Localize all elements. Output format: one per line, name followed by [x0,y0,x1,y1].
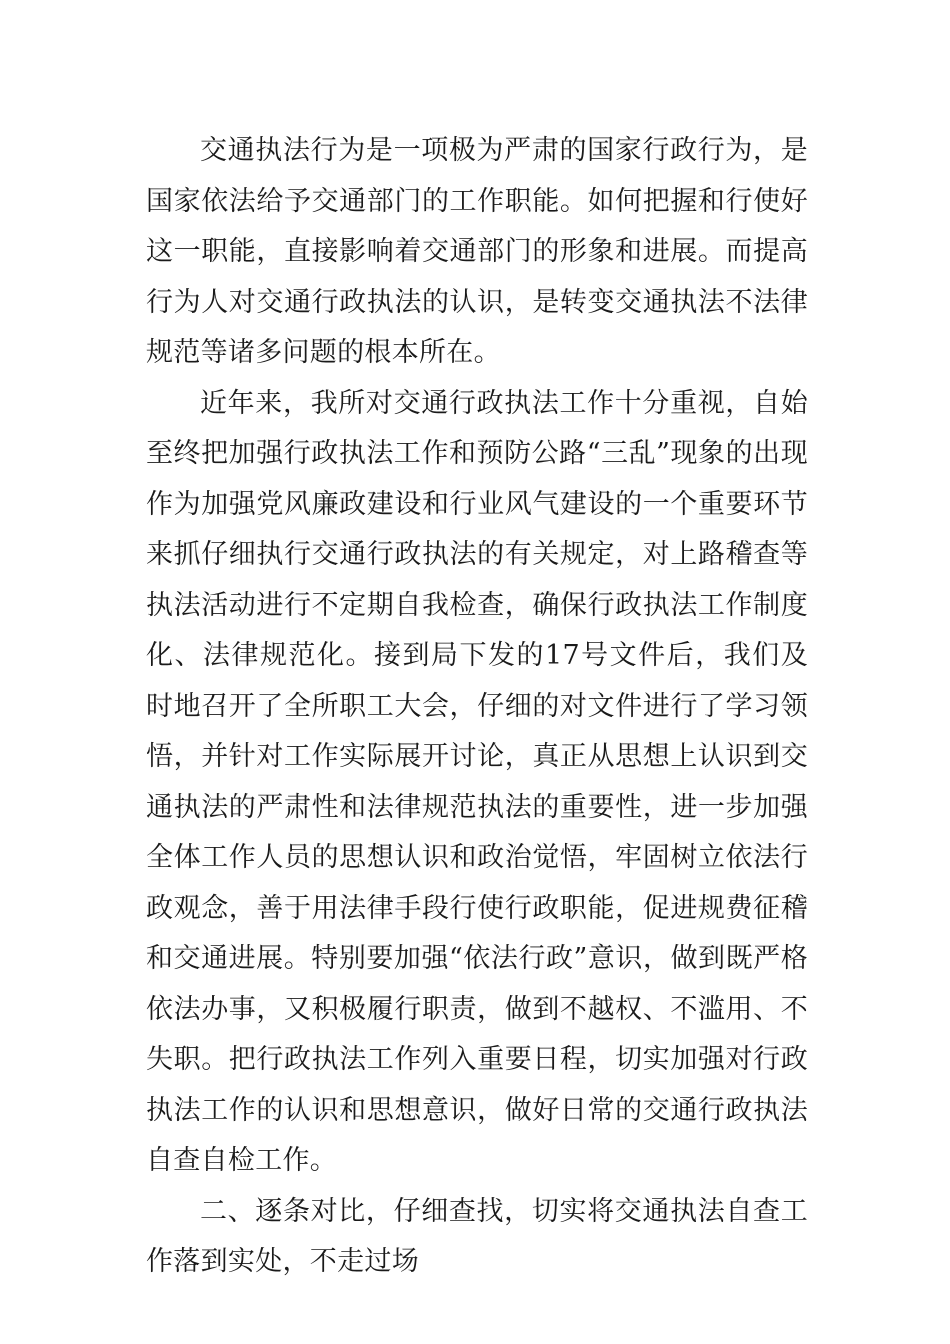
document-body [146,126,808,1288]
paragraph-main: 近年来，我所对交通行政执法工作十分重视，自始至终把加强行政执法工作和预防公路“三乱”现象的出现作为加强党风廉政建设和行业风气建设的一个重要环节来抓仔细执行交通行政执法的有关规定，对上路稽查等执法活动进行不定期自我检查，确保行政执法工作制度化、法律规范化。接到局下发的17号文件后，我们及时地召开了全所职工大会，仔细的对文件进行了学习领悟，并针对工作实际展开讨论，真正从思想上认识到交通执法的严肃性和法律规范执法的重要性，进一步加强全体工作人员的思想认识和政治觉悟，牢固树立依法行政观念，善于用法律手段行使行政职能，促进规费征稽和交通进展。特别要加强“依法行政”意识，做到既严格依法办事，又积极履行职责，做到不越权、不滥用、不失职。把行政执法工作列入重要日程，切实加强对行政执法工作的认识和思想意识，做好日常的交通行政执法自查自检工作。 [146,387,808,1176]
paragraph-intro: 交通执法行为是一项极为严肃的国家行政行为，是国家依法给予交通部门的工作职能。如何把握和行使好这一职能，直接影响着交通部门的形象和进展。而提高行为人对交通行政执法的认识，是转变交通执法不法律规范等诸多问题的根本所在。 [146,135,808,368]
paragraph-section-heading: 二、逐条对比，仔细查找，切实将交通执法自查工作落到实处，不走过场 [146,1195,808,1277]
